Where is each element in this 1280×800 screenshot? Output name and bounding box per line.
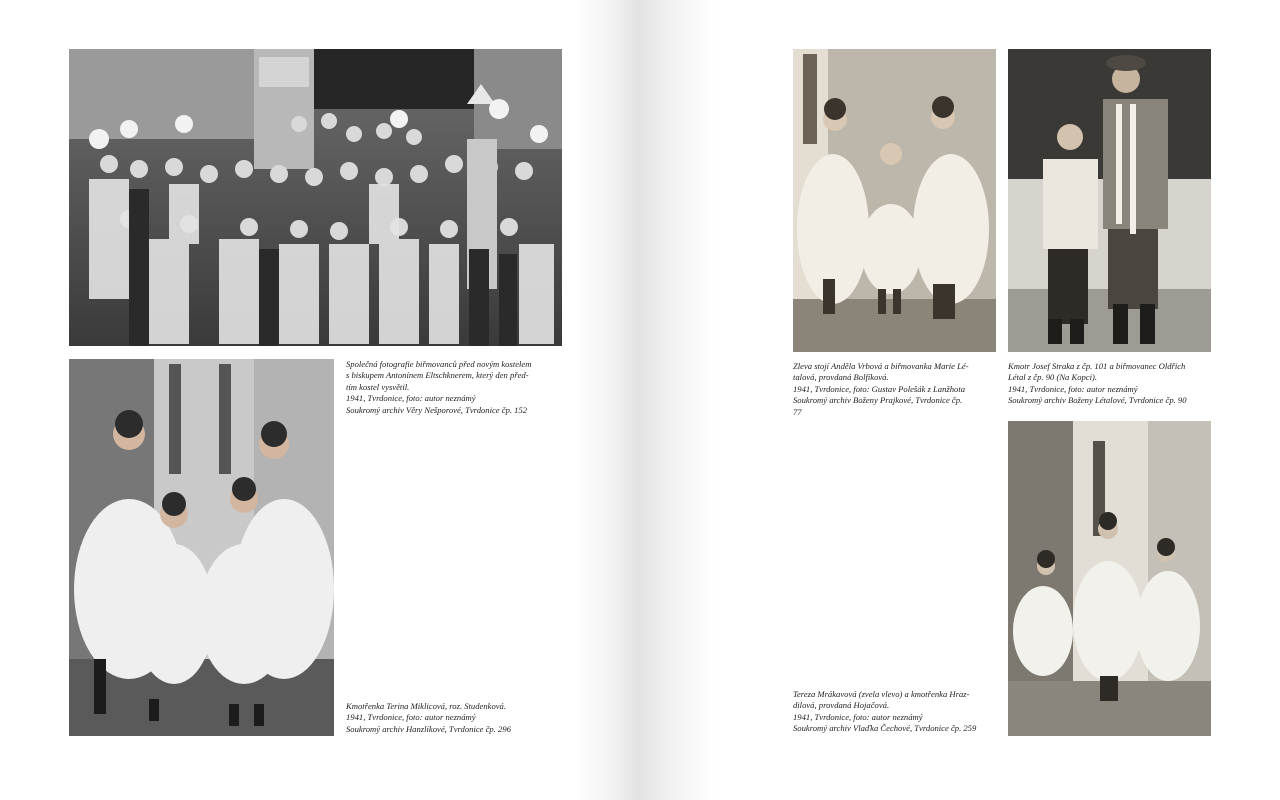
caption-line: tím kostel vysvětil.: [346, 381, 410, 392]
caption-line: Zleva stojí Anděla Vrbová a biřmovanka Marie Lé-: [793, 361, 969, 371]
caption-line: s biskupem Antonínem Eltschknerem, který den před-: [346, 370, 529, 381]
caption-line: Soukromý archiv Věry Nešporové, Tvrdonice čp. 152: [346, 404, 528, 415]
caption-line: Soukromý archiv Hanzlíkové, Tvrdonice čp. 296: [346, 723, 511, 734]
caption-line: 1941, Tvrdonice, foto: autor neznámý: [346, 393, 476, 404]
caption-line: Tereza Mrákavová (zvela vlevo) a kmotřenka Hraz-: [793, 689, 970, 699]
photo-two-women-and-girl: [793, 49, 996, 352]
caption-line: Soukromý archiv Vlaďka Čechové, Tvrdonice čp. 259: [793, 723, 977, 734]
caption-line: 77: [793, 406, 802, 417]
caption-line: 1941, Tvrdonice, foto: Gustav Polešák z Lanžhota: [793, 383, 966, 394]
caption-line: Kmotřenka Terina Miklicová, roz. Studenková.: [346, 701, 506, 711]
photo-godfather-and-boy: [1008, 49, 1211, 352]
caption-line: talová, provdaná Bolfíková.: [793, 372, 889, 383]
caption-line: dilová, provdaná Hojačová.: [793, 700, 890, 711]
right-page: [640, 0, 1280, 800]
caption-two-women-and-girl: [793, 361, 998, 418]
caption-line: Společná fotografie biřmovanců před novým kostelem: [346, 359, 532, 369]
caption-line: Soukromý archiv Boženy Prajkové, Tvrdonice čp.: [793, 395, 963, 406]
photo-confirmation-group: [69, 49, 562, 346]
caption-godfather-and-boy: [1008, 361, 1218, 407]
caption-woman-and-two-girls: [793, 689, 1003, 735]
photo-woman-and-two-girls: [1008, 421, 1211, 736]
caption-line: 1941, Tvrdonice, foto: autor neznámý: [1008, 383, 1138, 394]
caption-line: Létal z čp. 90 (Na Kopci).: [1008, 372, 1098, 383]
caption-confirmation-group: [346, 359, 576, 416]
caption-godmother-and-girls: [346, 701, 576, 735]
photo-godmother-and-girls: [69, 359, 334, 736]
caption-line: Soukromý archiv Boženy Létalové, Tvrdonice čp. 90: [1008, 395, 1187, 406]
caption-line: Kmotr Josef Straka z čp. 101 a biřmovanec Oldřich: [1008, 361, 1186, 371]
caption-line: 1941, Tvrdonice, foto: autor neznámý: [793, 711, 923, 722]
caption-line: 1941, Tvrdonice, foto: autor neznámý: [346, 712, 476, 723]
